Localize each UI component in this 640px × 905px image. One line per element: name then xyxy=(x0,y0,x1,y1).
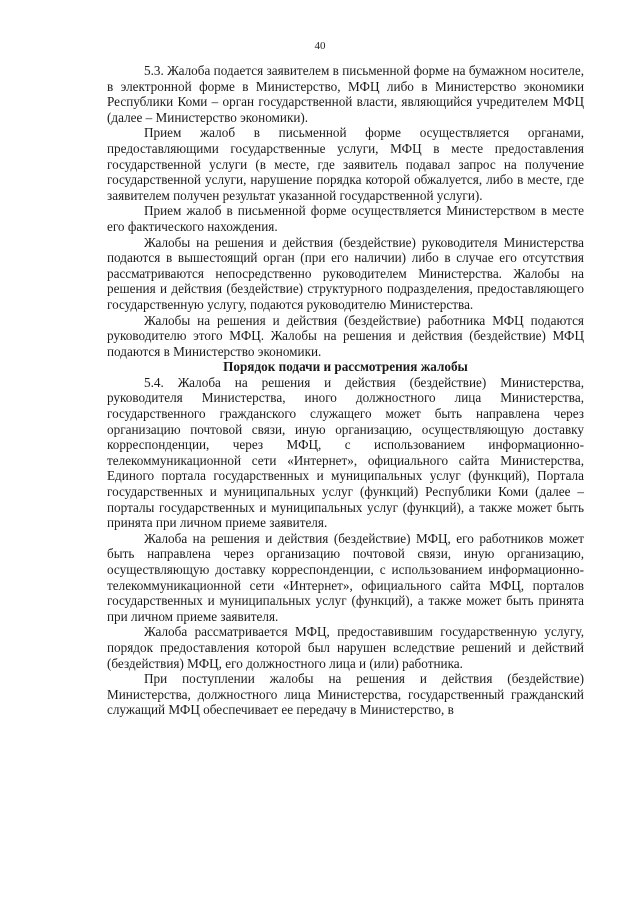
paragraph: Жалобы на решения и действия (бездействие) работника МФЦ подаются руководителю этого МФЦ. Жалобы на решения и действия (бездействие) МФЦ подаются в Министерство экономики. xyxy=(107,312,584,359)
paragraph: Прием жалоб в письменной форме осуществляется органами, предоставляющими государственные услуги, МФЦ в месте предоставления государственной услуги (в месте, где заявитель подавал запрос на получение государственной услуги, нарушение порядка которой обжалуется, либо в месте, где заявителем получен результат указанной государственной услуги). xyxy=(107,125,584,203)
paragraph: При поступлении жалобы на решения и действия (бездействие) Министерства, должностного лица Министерства, государственный гражданский служащий МФЦ обеспечивает ее передачу в Министерство, в xyxy=(107,671,584,718)
paragraph-5-3: 5.3. Жалоба подается заявителем в письменной форме на бумажном носителе, в электронной форме в Министерство, МФЦ либо в Министерство экономики Республики Коми – орган государственной власти, являющийся учредителем МФЦ (далее – Министерство экономики). xyxy=(107,63,584,125)
page-number: 40 xyxy=(314,40,326,52)
paragraph: Жалобы на решения и действия (бездействие) руководителя Министерства подаются в вышестоящий орган (при его наличии) либо в случае его отсутствия рассматриваются непосредственно руководителем Министерства. Жалобы на решения и действия (бездействие) структурного подразделения, предоставляющего государственную услугу, подаются руководителю Министерства. xyxy=(107,234,584,312)
paragraph: Жалоба на решения и действия (бездействие) МФЦ, его работников может быть направлена через организацию почтовой связи, иную организацию, осуществляющую доставку корреспонденции, с использованием информационно-телекоммуникационной сети «Интернет», официального сайта МФЦ, порталов государственных и муниципальных услуг (функций), а также может быть принята при личном приеме заявителя. xyxy=(107,530,584,624)
paragraph-5-4: 5.4. Жалоба на решения и действия (бездействие) Министерства, руководителя Министерства, иного должностного лица Министерства, государственного гражданского служащего может быть направлена через организацию почтовой связи, иную организацию, осуществляющую доставку корреспонденции, через МФЦ, с использованием информационно-телекоммуникационной сети «Интернет», официального сайта Министерства, Единого портала государственных и муниципальных услуг (функций), Портала государственных и муниципальных услуг (функций) Республики Коми (далее – порталы государственных и муниципальных услуг (функций), а также может быть принята при личном приеме заявителя. xyxy=(107,374,584,531)
document-body xyxy=(107,63,584,718)
paragraph: Жалоба рассматривается МФЦ, предоставившим государственную услугу, порядок предоставления которой был нарушен вследствие решений и действий (бездействия) МФЦ, его должностного лица и (или) работника. xyxy=(107,624,584,671)
section-heading: Порядок подачи и рассмотрения жалобы xyxy=(223,359,468,375)
paragraph: Прием жалоб в письменной форме осуществляется Министерством в месте его фактического нахождения. xyxy=(107,203,584,234)
